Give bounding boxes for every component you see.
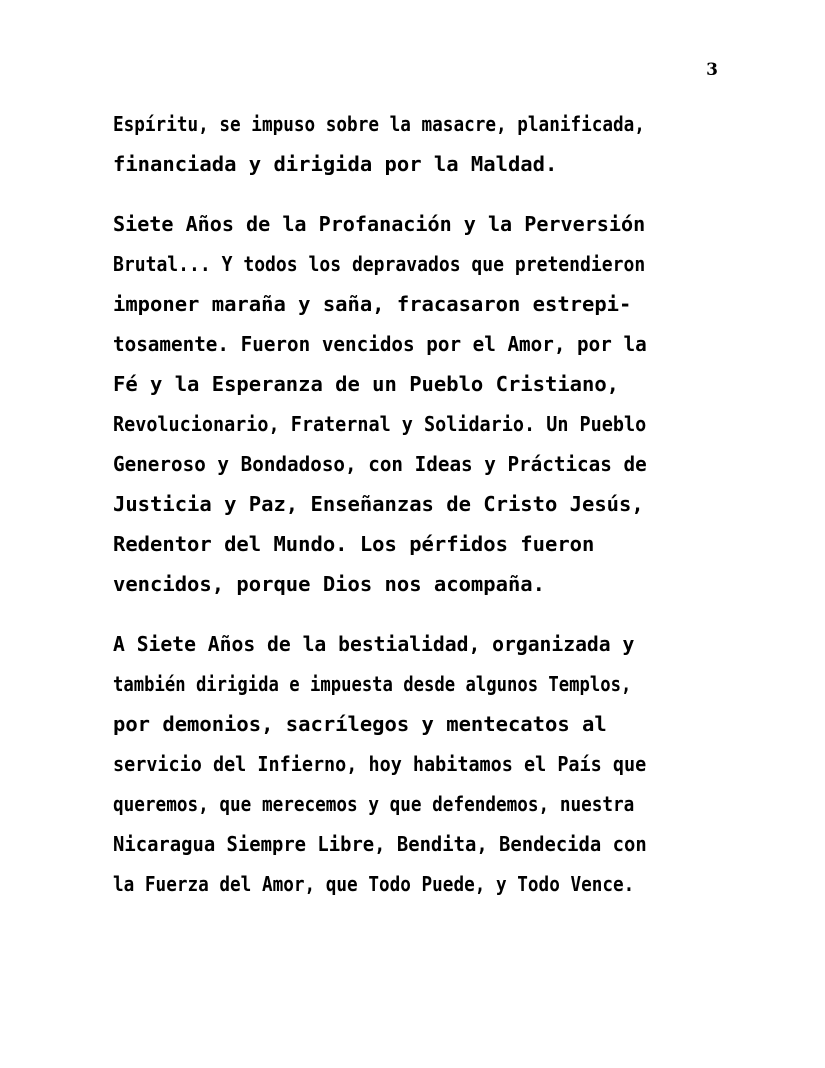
text-line: vencidos, porque Dios nos acompaña. [113, 572, 545, 596]
text-line: Espíritu, se impuso sobre la masacre, planificada, [113, 112, 645, 136]
text-line: Nicaragua Siempre Libre, Bendita, Bendecida con [113, 832, 647, 856]
paragraph [113, 104, 713, 184]
text-line: también dirigida e impuesta desde algunos Templos, [113, 672, 632, 696]
text-line: la Fuerza del Amor, que Todo Puede, y Todo Vence. [113, 872, 635, 896]
document-body [113, 104, 713, 904]
text-line: por demonios, sacrílegos y mentecatos al [113, 712, 607, 736]
text-line: tosamente. Fueron vencidos por el Amor, por la [113, 332, 647, 356]
text-line: A Siete Años de la bestialidad, organizada y [113, 632, 635, 656]
paragraph [113, 204, 713, 604]
text-line: Fé y la Esperanza de un Pueblo Cristiano, [113, 372, 620, 396]
text-line: queremos, que merecemos y que defendemos, nuestra [113, 792, 635, 816]
text-line: financiada y dirigida por la Maldad. [113, 152, 558, 176]
paragraph [113, 624, 713, 904]
text-line: Brutal... Y todos los depravados que pretendieron [113, 252, 646, 276]
text-line: Siete Años de la Profanación y la Perversión [113, 212, 646, 236]
text-line: Revolucionario, Fraternal y Solidario. Un Pueblo [113, 412, 647, 436]
text-line: Generoso y Bondadoso, con Ideas y Prácticas de [113, 452, 647, 476]
text-line: imponer maraña y saña, fracasaron estrepi- [113, 292, 632, 316]
text-line: servicio del Infierno, hoy habitamos el País que [113, 752, 647, 776]
text-line: Redentor del Mundo. Los pérfidos fueron [113, 532, 595, 556]
text-line: Justicia y Paz, Enseñanzas de Cristo Jesús, [113, 492, 644, 516]
page-number: 3 [706, 60, 718, 80]
